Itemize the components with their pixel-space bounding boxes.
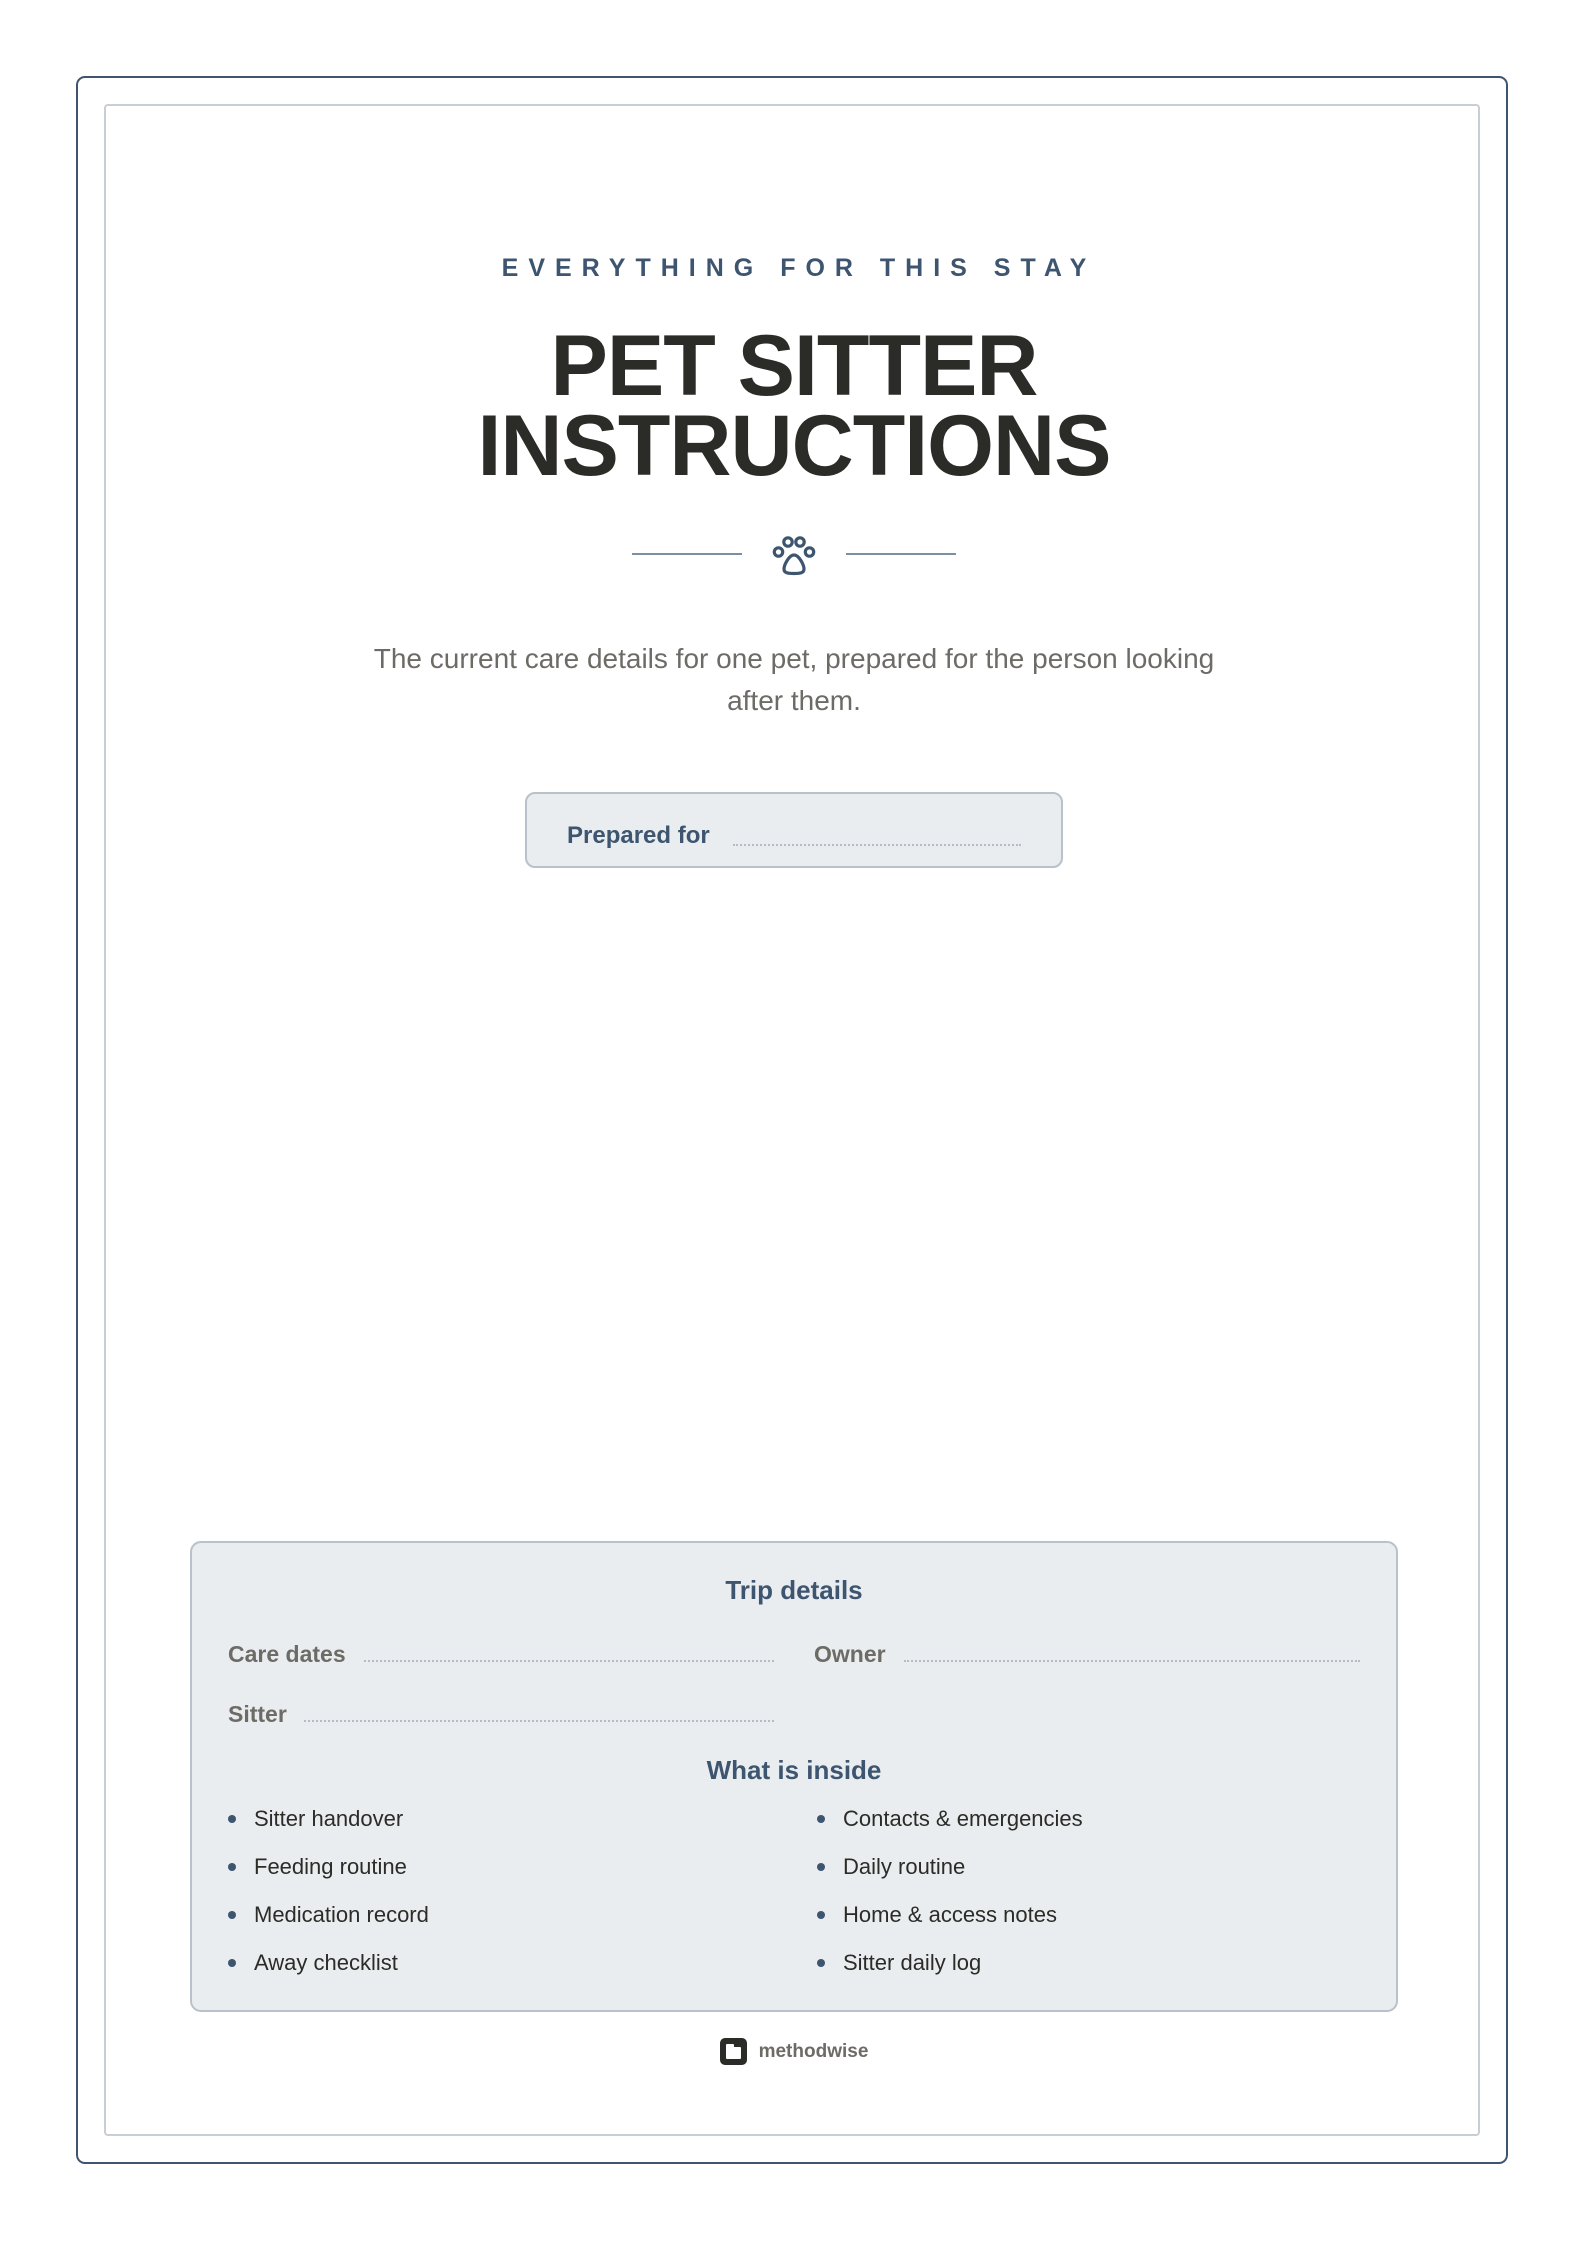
brand-logo bbox=[720, 2038, 869, 2065]
sitter-field[interactable] bbox=[304, 1720, 774, 1722]
page-title bbox=[0, 318, 1588, 494]
sitter-label: Sitter bbox=[228, 1701, 287, 1727]
list-item-label: Contacts & emergencies bbox=[843, 1806, 1083, 1831]
list-item bbox=[228, 1901, 768, 1949]
list-item-label: Medication record bbox=[254, 1902, 429, 1927]
contents-heading: What is inside bbox=[706, 1755, 882, 1785]
bullet-icon bbox=[228, 1959, 236, 1967]
prepared-for-field[interactable] bbox=[733, 844, 1021, 846]
list-item-label: Sitter daily log bbox=[843, 1950, 982, 1975]
title-line-1: PET SITTER bbox=[550, 318, 1038, 414]
bullet-icon bbox=[817, 1959, 825, 1967]
list-item bbox=[817, 1805, 1357, 1853]
list-item-label: Daily routine bbox=[843, 1854, 966, 1879]
care-dates-label: Care dates bbox=[228, 1641, 346, 1667]
prepared-for-box bbox=[525, 792, 1063, 868]
brand-footer bbox=[0, 2038, 1588, 2066]
brand-name: methodwise bbox=[758, 2040, 869, 2062]
divider-right bbox=[846, 553, 956, 555]
list-item bbox=[817, 1949, 1357, 1997]
list-item bbox=[817, 1853, 1357, 1901]
list-item bbox=[228, 1805, 768, 1853]
bullet-icon bbox=[228, 1815, 236, 1823]
bullet-icon bbox=[228, 1911, 236, 1919]
list-item bbox=[817, 1901, 1357, 1949]
trip-details-heading: Trip details bbox=[725, 1575, 863, 1605]
care-dates-field[interactable] bbox=[364, 1660, 774, 1662]
prepared-for-label: Prepared for bbox=[567, 822, 710, 849]
eyebrow-text: EVERYTHING FOR THIS STAY bbox=[501, 254, 1097, 282]
paw-icon bbox=[772, 534, 816, 576]
list-item-label: Feeding routine bbox=[254, 1854, 407, 1879]
contents-list-right bbox=[817, 1805, 1357, 1997]
bullet-icon bbox=[817, 1911, 825, 1919]
divider-left bbox=[632, 553, 742, 555]
subtitle: The current care details for one pet, prepared for the person looking after them. bbox=[373, 643, 1215, 716]
bullet-icon bbox=[817, 1815, 825, 1823]
bullet-icon bbox=[228, 1863, 236, 1871]
folder-icon bbox=[720, 2038, 747, 2065]
contents-list-left bbox=[228, 1805, 768, 1997]
title-line-2: INSTRUCTIONS bbox=[477, 398, 1111, 494]
list-item bbox=[228, 1949, 768, 1997]
bullet-icon bbox=[817, 1863, 825, 1871]
owner-field[interactable] bbox=[904, 1660, 1360, 1662]
trip-details-panel bbox=[190, 1541, 1398, 2012]
list-item-label: Sitter handover bbox=[254, 1806, 404, 1831]
list-item-label: Away checklist bbox=[254, 1950, 398, 1975]
owner-label: Owner bbox=[814, 1641, 886, 1667]
list-item bbox=[228, 1853, 768, 1901]
list-item-label: Home & access notes bbox=[843, 1902, 1057, 1927]
